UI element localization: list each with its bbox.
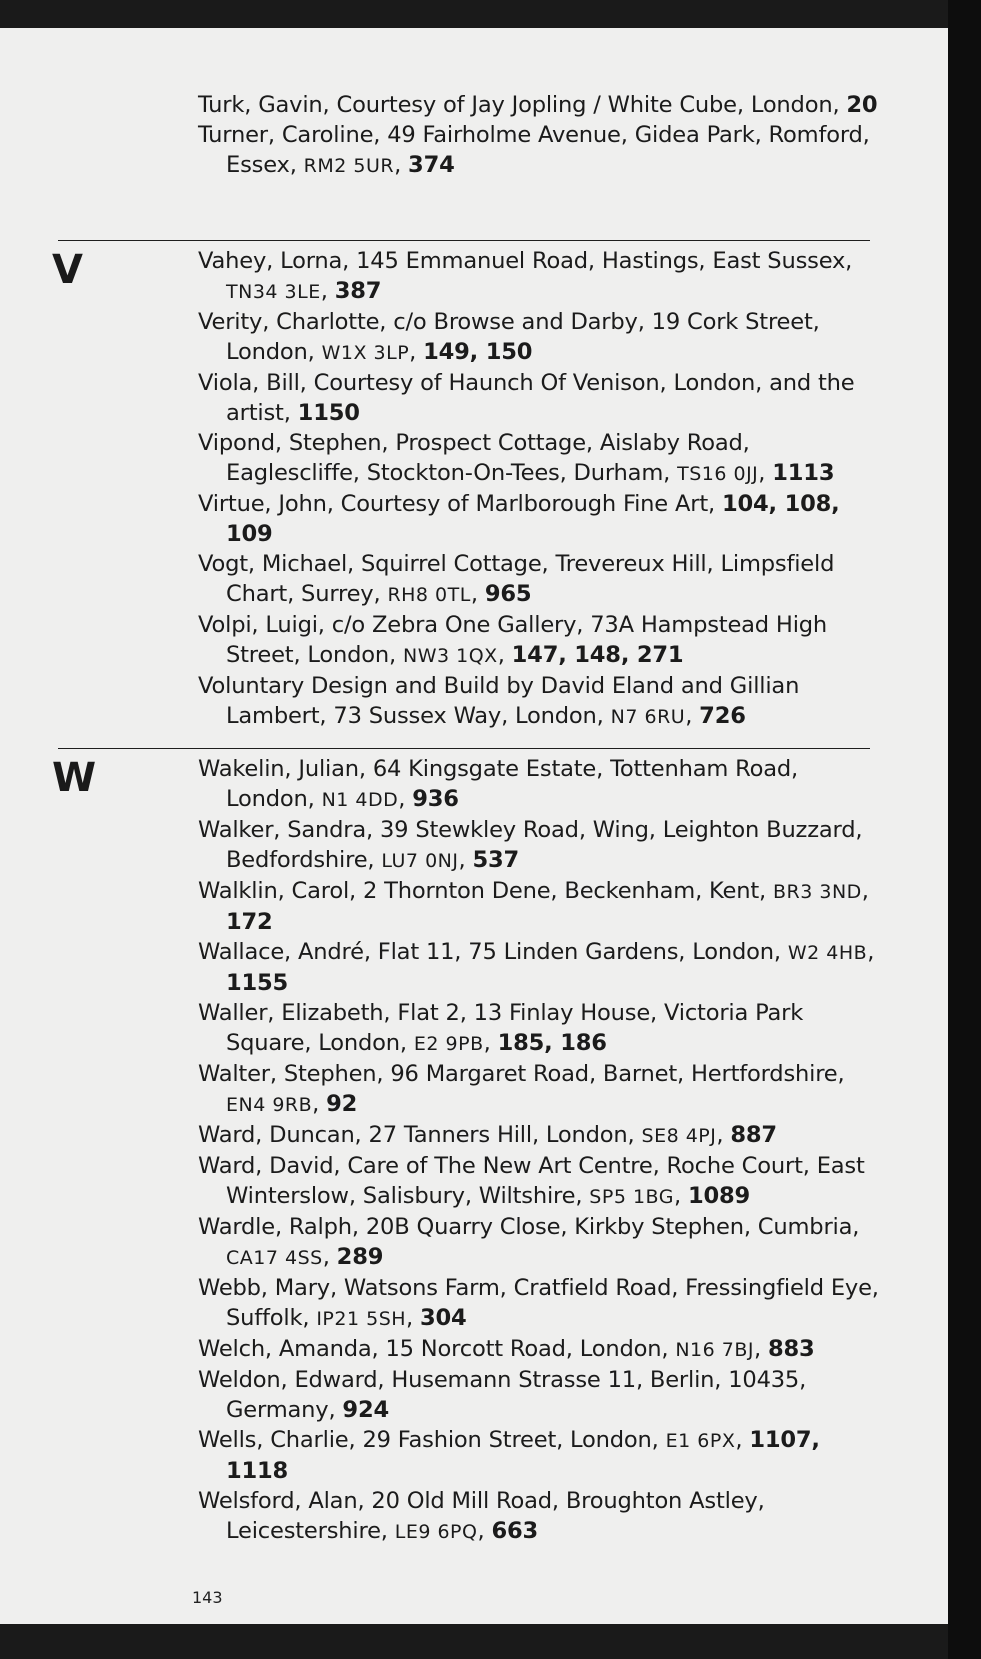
index-entry: Walter, Stephen, 96 Margaret Road, Barnet, Hertfordshire, EN4 9RB, 92 [198,1061,845,1117]
section-divider-w [58,748,870,749]
entry-text: Wardle, Ralph, 20B Quarry Close, Kirkby Stephen, Cumbria, [198,1214,860,1240]
index-entry [0,489,948,549]
entry-page-numbers: 1155 [226,970,289,996]
index-entry: Wakelin, Julian, 64 Kingsgate Estate, Tottenham Road, London, N1 4DD, 936 [198,756,799,812]
entry-text: Turner, Caroline, 49 Fairholme Avenue, Gidea Park, Romford, Essex, [198,122,870,178]
index-entry [0,90,948,120]
entry-page-numbers: 149, 150 [423,339,533,365]
entry-text: Ward, David, Care of The New Art Centre, Roche Court, East Winterslow, Salisbury, Wiltshire, [198,1153,865,1209]
index-entry [0,1365,948,1425]
entry-page-numbers: 92 [326,1091,358,1117]
entry-page-numbers: 289 [336,1244,384,1270]
index-entry: Vipond, Stephen, Prospect Cottage, Aislaby Road, Eaglescliffe, Stockton-On-Tees, Durham, TS16 0JJ, 1113 [198,430,835,486]
entry-text: Ward, Duncan, 27 Tanners Hill, London, [198,1122,642,1148]
entry-page-numbers: 887 [730,1122,777,1148]
entry-postcode: SE8 4PJ [641,1125,717,1147]
entry-postcode: E2 9PB [413,1033,484,1055]
section-letter-w: W [52,755,97,801]
entry-text: Wallace, André, Flat 11, 75 Linden Gardens, London, [198,939,788,965]
index-entry [0,368,948,428]
index-entry: Wells, Charlie, 29 Fashion Street, London, E1 6PX, 1107, 1118 [198,1427,820,1484]
index-entry: Wardle, Ralph, 20B Quarry Close, Kirkby Stephen, Cumbria, CA17 4SS, 289 [198,1214,860,1270]
page-number: 143 [192,1588,223,1607]
entry-page-numbers: 1089 [687,1183,751,1209]
entry-page-numbers: 104, 108, 109 [226,491,840,547]
entry-text: Vahey, Lorna, 145 Emmanuel Road, Hastings, East Sussex, [198,248,853,274]
entry-postcode: IP21 5SH [316,1308,407,1330]
entry-text: Vogt, Michael, Squirrel Cottage, Trevereux Hill, Limpsfield Chart, Surrey, [198,551,835,607]
entry-page-numbers: 304 [420,1305,467,1331]
index-entry: Verity, Charlotte, c/o Browse and Darby, 19 Cork Street, London, W1X 3LP, 149, 150 [198,309,820,365]
index-entry: Ward, Duncan, 27 Tanners Hill, London, SE8 4PJ, 887 [198,1122,777,1148]
entry-page-numbers: 883 [767,1336,815,1362]
entry-page-numbers: 374 [408,152,455,178]
entry-text: Wells, Charlie, 29 Fashion Street, London, [198,1427,666,1453]
entry-text: Volpi, Luigi, c/o Zebra One Gallery, 73A Hampstead High Street, London, [198,612,828,668]
index-entry: Volpi, Luigi, c/o Zebra One Gallery, 73A Hampstead High Street, London, NW3 1QX, 147, 148, 271 [198,612,828,668]
entry-page-numbers: 924 [342,1397,389,1423]
index-entry: Wallace, André, Flat 11, 75 Linden Gardens, London, W2 4HB, 1155 [198,939,875,996]
entry-page-numbers: 936 [412,786,459,812]
entry-postcode: TN34 3LE [226,281,321,303]
entry-text: Voluntary Design and Build by David Eland and Gillian Lambert, 73 Sussex Way, London, [198,673,800,729]
page-edge-shadow [948,0,981,1659]
entry-text: Wakelin, Julian, 64 Kingsgate Estate, Tottenham Road, London, [198,756,799,812]
entry-text: Verity, Charlotte, c/o Browse and Darby, 19 Cork Street, London, [198,309,820,365]
entry-page-numbers: 726 [699,703,746,729]
entry-page-numbers: 20 [846,92,878,118]
index-entry: Walker, Sandra, 39 Stewkley Road, Wing, Leighton Buzzard, Bedfordshire, LU7 0NJ, 537 [198,817,863,873]
index-entry: Welch, Amanda, 15 Norcott Road, London, N16 7BJ, 883 [198,1336,815,1362]
entries-t [0,90,948,181]
entry-page-numbers: 965 [484,581,532,607]
entry-postcode: RH8 0TL [387,584,471,606]
index-entry: Welsford, Alan, 20 Old Mill Road, Broughton Astley, Leicestershire, LE9 6PQ, 663 [198,1488,765,1544]
entry-page-numbers: 663 [491,1518,539,1544]
index-entry: Ward, David, Care of The New Art Centre, Roche Court, East Winterslow, Salisbury, Wiltshire, SP5 1BG, 1089 [198,1153,865,1209]
section-divider-v [58,240,870,241]
entry-postcode: SP5 1BG [589,1186,674,1208]
entry-postcode: E1 6PX [665,1430,736,1452]
entry-postcode: W1X 3LP [321,342,410,364]
entry-text: Welsford, Alan, 20 Old Mill Road, Broughton Astley, Leicestershire, [198,1488,765,1544]
entry-text: Viola, Bill, Courtesy of Haunch Of Venison, London, and the artist, [198,370,855,426]
entry-text: Webb, Mary, Watsons Farm, Cratfield Road, Fressingfield Eye, Suffolk, [198,1275,879,1331]
entry-text: Waller, Elizabeth, Flat 2, 13 Finlay House, Victoria Park Square, London, [198,1000,804,1056]
entry-page-numbers: 185, 186 [497,1030,607,1056]
entry-text: Virtue, John, Courtesy of Marlborough Fine Art, [198,491,722,517]
entry-postcode: LE9 6PQ [394,1521,478,1543]
index-entry: Vahey, Lorna, 145 Emmanuel Road, Hastings, East Sussex, TN34 3LE, 387 [198,248,853,304]
entry-text: Weldon, Edward, Husemann Strasse 11, Berlin, 10435, Germany, [198,1367,807,1423]
index-entry: Walklin, Carol, 2 Thornton Dene, Beckenham, Kent, BR3 3ND, 172 [198,878,869,935]
entry-postcode: N1 4DD [321,789,399,811]
entry-page-numbers: 172 [226,909,273,935]
entry-page-numbers: 147, 148, 271 [511,642,684,668]
entry-text: Vipond, Stephen, Prospect Cottage, Aislaby Road, Eaglescliffe, Stockton-On-Tees, Durham, [198,430,750,486]
entry-postcode: BR3 3ND [773,881,862,903]
entries-v [0,246,948,732]
index-entry: Waller, Elizabeth, Flat 2, 13 Finlay House, Victoria Park Square, London, E2 9PB, 185, 186 [198,1000,804,1056]
entry-postcode: N16 7BJ [675,1339,754,1361]
entry-postcode: EN4 9RB [226,1094,313,1116]
entry-page-numbers: 537 [472,847,520,873]
section-letter-v: V [52,247,83,293]
entry-postcode: LU7 0NJ [381,850,459,872]
entry-text: Turk, Gavin, Courtesy of Jay Jopling / White Cube, London, [198,92,847,118]
entry-page-numbers: 1113 [772,460,835,486]
entry-text: Walter, Stephen, 96 Margaret Road, Barnet, Hertfordshire, [198,1061,845,1087]
index-entry: Webb, Mary, Watsons Farm, Cratfield Road, Fressingfield Eye, Suffolk, IP21 5SH, 304 [198,1275,879,1331]
entry-postcode: RM2 5UR [303,155,395,177]
index-entry: Voluntary Design and Build by David Eland and Gillian Lambert, 73 Sussex Way, London, N7 6RU, 726 [198,673,800,729]
entry-postcode: TS16 0JJ [677,463,759,485]
entry-text: Walklin, Carol, 2 Thornton Dene, Beckenham, Kent, [198,878,773,904]
entry-text: Welch, Amanda, 15 Norcott Road, London, [198,1336,676,1362]
entry-postcode: N7 6RU [610,706,686,728]
entry-page-numbers: 1150 [297,400,360,426]
entry-text: Walker, Sandra, 39 Stewkley Road, Wing, Leighton Buzzard, Bedfordshire, [198,817,863,873]
entry-page-numbers: 387 [334,278,382,304]
entry-page-numbers: 1107, 1118 [226,1427,820,1484]
entries-w [0,754,948,1547]
index-entry: Turner, Caroline, 49 Fairholme Avenue, Gidea Park, Romford, Essex, RM2 5UR, 374 [198,122,870,178]
entry-postcode: CA17 4SS [226,1247,323,1269]
index-entry: Vogt, Michael, Squirrel Cottage, Trevereux Hill, Limpsfield Chart, Surrey, RH8 0TL, 965 [198,551,835,607]
entry-postcode: NW3 1QX [403,645,498,667]
book-page [0,28,948,1624]
entry-postcode: W2 4HB [787,942,868,964]
